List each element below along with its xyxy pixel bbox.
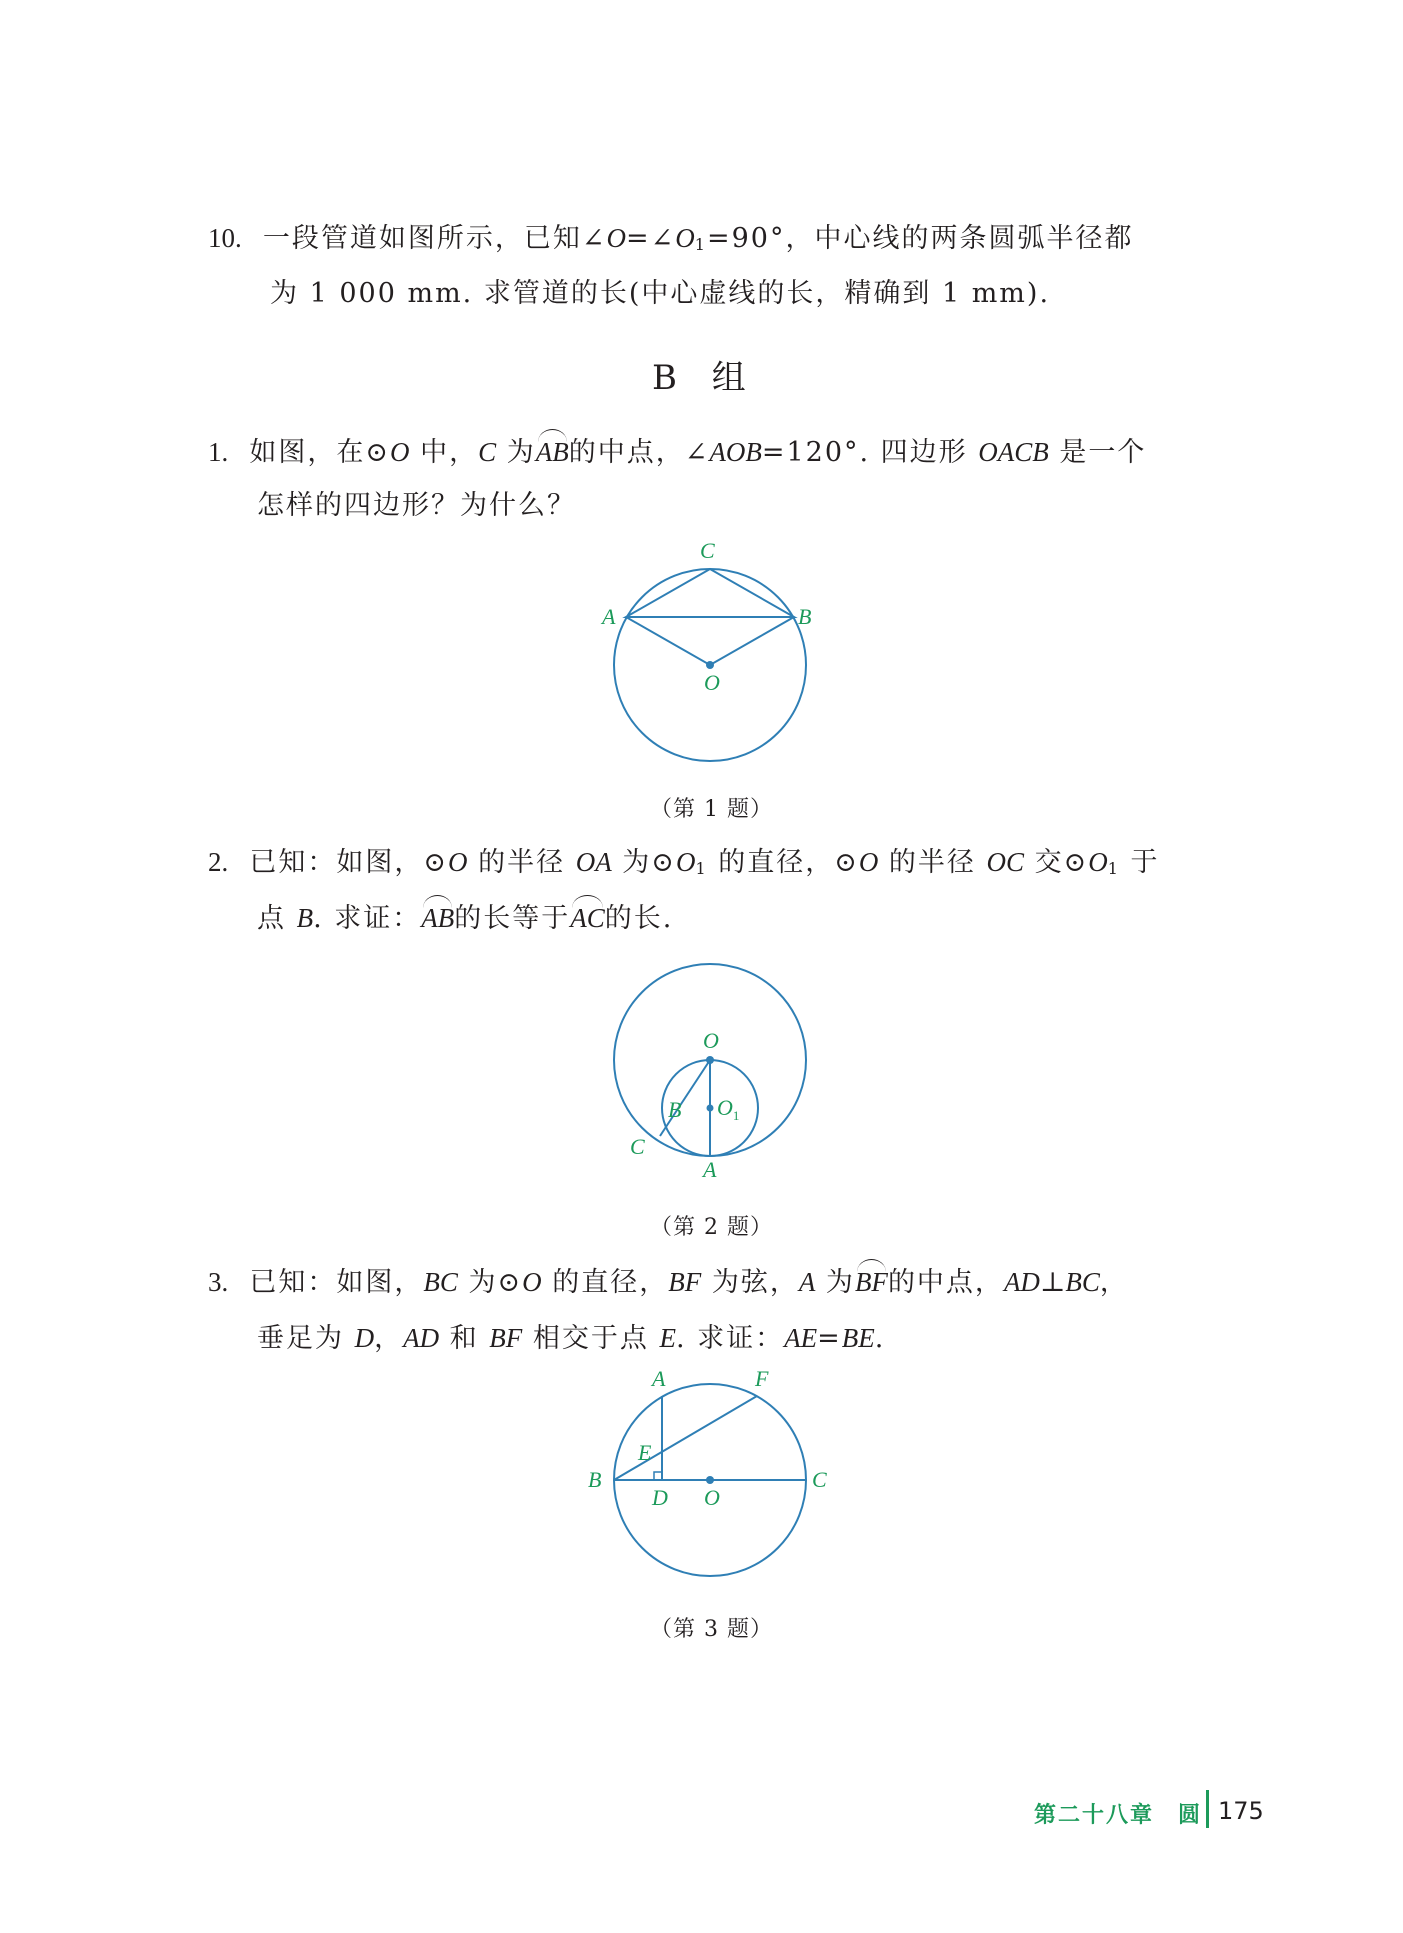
problem-number: 10. <box>208 223 242 253</box>
math-var: OACB <box>978 437 1049 467</box>
q2-line-1 <box>208 842 1160 889</box>
math-var: BF <box>489 1323 523 1353</box>
problem-text: 于 <box>1119 847 1160 878</box>
problem-text: =∠ <box>626 223 676 254</box>
problem-text: . <box>874 1323 886 1354</box>
math-var: O <box>606 223 627 253</box>
problem-number: 3. <box>208 1267 229 1297</box>
problem-text: 一段管道如图所示，已知∠ <box>262 223 607 254</box>
q2-figure <box>590 955 830 1185</box>
q1-figure <box>590 530 830 770</box>
label-a: A <box>703 1157 717 1182</box>
problem-text: 的直径， <box>541 1267 669 1298</box>
arc-notation: AC <box>570 898 605 938</box>
problem-text: 中， <box>409 437 479 468</box>
label-c: C <box>812 1467 827 1492</box>
perpendicular-symbol: ⊥ <box>1039 1267 1066 1297</box>
problem-text: 为⊙ <box>611 847 676 878</box>
problem-text: 的长等于 <box>454 903 571 934</box>
q3-line-2 <box>257 1318 885 1359</box>
label-b: B <box>588 1467 602 1492</box>
problem-text: 的半径 <box>878 847 987 878</box>
problem-text: 已知：如图，⊙ <box>249 847 449 878</box>
label-o: O <box>704 670 720 695</box>
center-o-dot <box>706 1056 714 1064</box>
math-var: BE <box>841 1323 875 1353</box>
problem-text: =90°，中心线的两条圆弧半径都 <box>706 223 1134 254</box>
math-var: C <box>478 437 497 467</box>
label-f: F <box>755 1366 769 1391</box>
problem-text: 为⊙ <box>457 1267 523 1298</box>
radii-oa-ob <box>626 617 794 665</box>
problem-number: 2. <box>208 847 229 877</box>
problem-text: 的半径 <box>467 847 576 878</box>
problem-text: 的长. <box>604 903 674 934</box>
right-angle-mark <box>654 1472 662 1480</box>
problem-number: 1. <box>208 437 229 467</box>
math-var: BF <box>668 1267 702 1297</box>
math-var: O <box>675 223 695 253</box>
math-var: AD <box>403 1323 440 1353</box>
label-a: A <box>602 604 616 629</box>
center-dot <box>706 661 714 669</box>
problem-text: =120°. 四边形 <box>761 437 979 468</box>
math-var: O <box>675 847 696 877</box>
math-var: D <box>354 1323 375 1353</box>
problem-text: 已知：如图， <box>249 1267 424 1298</box>
subscript: 1 <box>1107 859 1120 878</box>
problem-text: = <box>817 1323 842 1354</box>
arc-notation: BF <box>855 1262 888 1302</box>
problem-text: 如图，在⊙ <box>249 437 391 468</box>
math-var: O <box>522 1267 542 1297</box>
math-var: AOB <box>709 437 762 467</box>
problem-text: 的直径，⊙ <box>707 847 859 878</box>
problem-text: ， <box>374 1323 404 1354</box>
arc-notation: AB <box>536 432 569 472</box>
math-var: O <box>390 437 410 467</box>
chapter-title: 第二十八章 圆 <box>1034 1803 1203 1828</box>
problem-text: 垂足为 <box>257 1323 355 1354</box>
problem-text: 和 <box>439 1323 490 1354</box>
subscript: 1 <box>694 235 707 254</box>
label-o1: $O_1$ <box>717 1095 740 1123</box>
q3-figure <box>570 1360 850 1600</box>
figure-caption: （第 3 题） <box>650 1617 773 1642</box>
math-var: B <box>296 903 314 933</box>
q1-line-2 <box>257 486 576 526</box>
math-var: BC <box>423 1267 458 1297</box>
problem-text: 怎样的四边形？为什么？ <box>257 490 576 521</box>
math-var: AD <box>1003 1267 1040 1297</box>
triangle-acb <box>626 569 794 617</box>
label-o: O <box>704 1485 720 1510</box>
problem-text: 的中点， <box>887 1267 1004 1298</box>
page-number: 175 <box>1218 1797 1264 1825</box>
label-a: A <box>652 1366 666 1391</box>
problem-text: . 求证： <box>313 903 422 934</box>
math-var: AE <box>784 1323 818 1353</box>
section-heading: B 组 <box>652 358 758 398</box>
chord-bf <box>614 1396 757 1480</box>
math-var: OC <box>986 847 1025 877</box>
problem-10-line-1 <box>208 218 1133 265</box>
label-b: B <box>798 604 812 629</box>
problem-text: 是一个 <box>1048 437 1147 468</box>
label-c: C <box>630 1134 645 1159</box>
problem-text: . 求证： <box>675 1323 785 1354</box>
math-var: BC <box>1065 1267 1100 1297</box>
footer-divider <box>1206 1790 1209 1828</box>
problem-text: 交⊙ <box>1024 847 1089 878</box>
math-var: OA <box>575 847 612 877</box>
problem-text: 点 <box>257 903 297 934</box>
label-o: O <box>703 1028 719 1053</box>
figure-caption: （第 1 题） <box>650 797 773 822</box>
label-c: C <box>700 538 715 563</box>
problem-text: 为 <box>815 1267 855 1298</box>
problem-text: 的中点，∠ <box>568 437 710 468</box>
figure-caption: （第 2 题） <box>650 1215 773 1240</box>
problem-text: 相交于点 <box>522 1323 660 1354</box>
center-o1-dot <box>707 1105 714 1112</box>
math-var: O <box>448 847 468 877</box>
problem-text: 为 1 000 mm. 求管道的长(中心虚线的长，精确到 1 mm). <box>270 278 1051 309</box>
label-d: D <box>652 1485 668 1510</box>
label-b: B <box>668 1097 682 1122</box>
arc-notation: AB <box>421 898 454 938</box>
center-dot <box>706 1476 714 1484</box>
math-var: O <box>1088 847 1108 877</box>
label-e: E <box>638 1440 652 1465</box>
q3-line-1 <box>208 1262 1129 1303</box>
math-var: A <box>798 1267 816 1297</box>
problem-text: ， <box>1099 1267 1129 1298</box>
q1-line-1 <box>208 432 1146 473</box>
q2-line-2 <box>257 898 673 939</box>
problem-10-line-2 <box>270 274 1050 314</box>
problem-text: 为 <box>496 437 536 468</box>
problem-text: 为弦， <box>701 1267 799 1298</box>
subscript: 1 <box>695 859 708 878</box>
math-var: E <box>659 1323 676 1353</box>
math-var: O <box>858 847 879 877</box>
